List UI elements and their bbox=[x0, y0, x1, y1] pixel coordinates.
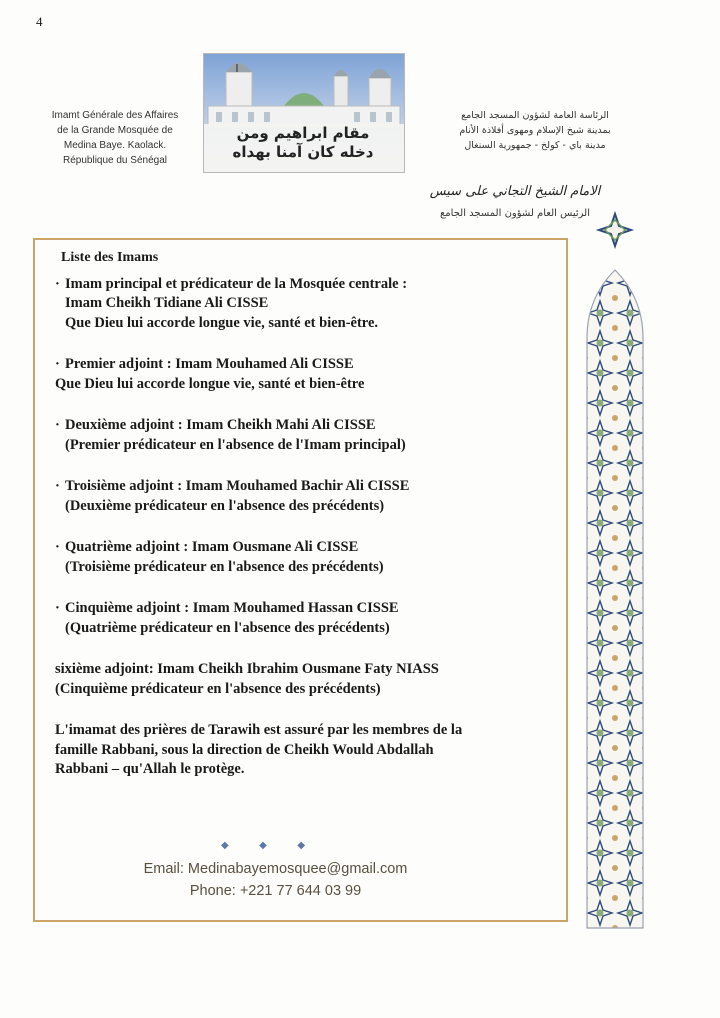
entry-note: (Deuxième prédicateur en l'absence des précédents) bbox=[65, 497, 385, 514]
entry-note: Que Dieu lui accorde longue vie, santé et bien-être. bbox=[65, 314, 379, 331]
logo-caption-line: مقام ابراهيم ومن bbox=[236, 124, 370, 142]
header-arabic-address bbox=[430, 108, 640, 153]
entry-note: (Quatrième prédicateur en l'absence des précédents) bbox=[65, 619, 390, 636]
bullet: · bbox=[55, 356, 60, 372]
closing-line: famille Rabbani, sous la direction de Cheikh Would Abdallah bbox=[55, 741, 434, 758]
list-title: Liste des Imams bbox=[61, 250, 159, 265]
list-item bbox=[55, 538, 560, 577]
list-item bbox=[55, 599, 560, 638]
list-item bbox=[55, 660, 560, 699]
bullet: · bbox=[55, 275, 60, 292]
header-line-ar: الرئاسة العامة لشؤون المسجد الجامع bbox=[461, 110, 609, 121]
phone-text: Phone: +221 77 644 03 99 bbox=[189, 883, 362, 899]
contact-footer bbox=[0, 858, 551, 902]
entry-note: (Troisième prédicateur en l'absence des précédents) bbox=[65, 558, 384, 575]
entry-role: Cinquième adjoint : Imam Mouhamed Hassan CISSE bbox=[65, 600, 399, 616]
closing-line: Rabbani – qu'Allah le protège. bbox=[55, 761, 245, 777]
bullet: · bbox=[55, 539, 60, 555]
separator-diamonds: ◆ ◆ ◆ bbox=[220, 840, 320, 851]
bullet: · bbox=[55, 600, 60, 616]
logo-caption bbox=[203, 124, 403, 162]
star-ornament-icon bbox=[599, 214, 631, 246]
header-line: de la Grande Mosquée de bbox=[57, 125, 173, 136]
header-line-ar: بمدينة شيخ الإسلام ومهوى أفلاذة الأنام bbox=[459, 125, 611, 136]
islamic-pattern-border bbox=[585, 208, 645, 933]
page-mark: 4 bbox=[36, 14, 43, 29]
header-line: République du Sénégal bbox=[63, 155, 167, 166]
imam-signature: الامام الشيخ التجاني على سيس bbox=[429, 184, 601, 199]
tarawih-note bbox=[55, 721, 560, 780]
bullet: · bbox=[55, 417, 60, 433]
logo-caption-line: دخله كان آمنا بهداه bbox=[232, 143, 374, 161]
entry-name: Imam Cheikh Tidiane Ali CISSE bbox=[65, 295, 269, 311]
entry-role: sixième adjoint: Imam Cheikh Ibrahim Ousmane Faty NIASS bbox=[55, 661, 439, 677]
closing-line: L'imamat des prières de Tarawih est assuré par les membres de la bbox=[55, 722, 463, 738]
signature-title: الرئيس العام لشؤون المسجد الجامع bbox=[439, 208, 591, 219]
email-text: Email: Medinabayemosquee@gmail.com bbox=[143, 861, 408, 877]
header-line-ar: مدينة باي - كولخ - جمهورية السنغال bbox=[464, 140, 606, 151]
entry-note: Que Dieu lui accorde longue vie, santé et bien-être bbox=[55, 375, 365, 392]
header-line: Medina Baye. Kaolack. bbox=[63, 140, 167, 151]
entry-role: Premier adjoint : Imam Mouhamed Ali CISSE bbox=[65, 356, 354, 372]
list-item bbox=[55, 355, 560, 394]
entry-role: Deuxième adjoint : Imam Cheikh Mahi Ali CISSE bbox=[65, 417, 376, 433]
entry-role: Imam principal et prédicateur de la Mosquée centrale : bbox=[65, 275, 408, 292]
entry-role: Troisième adjoint : Imam Mouhamed Bachir Ali CISSE bbox=[65, 478, 410, 494]
bullet: · bbox=[55, 478, 60, 494]
imam-list bbox=[55, 248, 560, 780]
header-french-address bbox=[40, 108, 190, 168]
list-item bbox=[55, 416, 560, 455]
list-item bbox=[55, 275, 560, 334]
entry-note: (Premier prédicateur en l'absence de l'Imam principal) bbox=[65, 436, 406, 453]
entry-role: Quatrième adjoint : Imam Ousmane Ali CISSE bbox=[65, 539, 359, 555]
entry-note: (Cinquième prédicateur en l'absence des précédents) bbox=[55, 680, 381, 697]
list-item bbox=[55, 477, 560, 516]
header-line: Imamt Générale des Affaires bbox=[51, 110, 179, 121]
